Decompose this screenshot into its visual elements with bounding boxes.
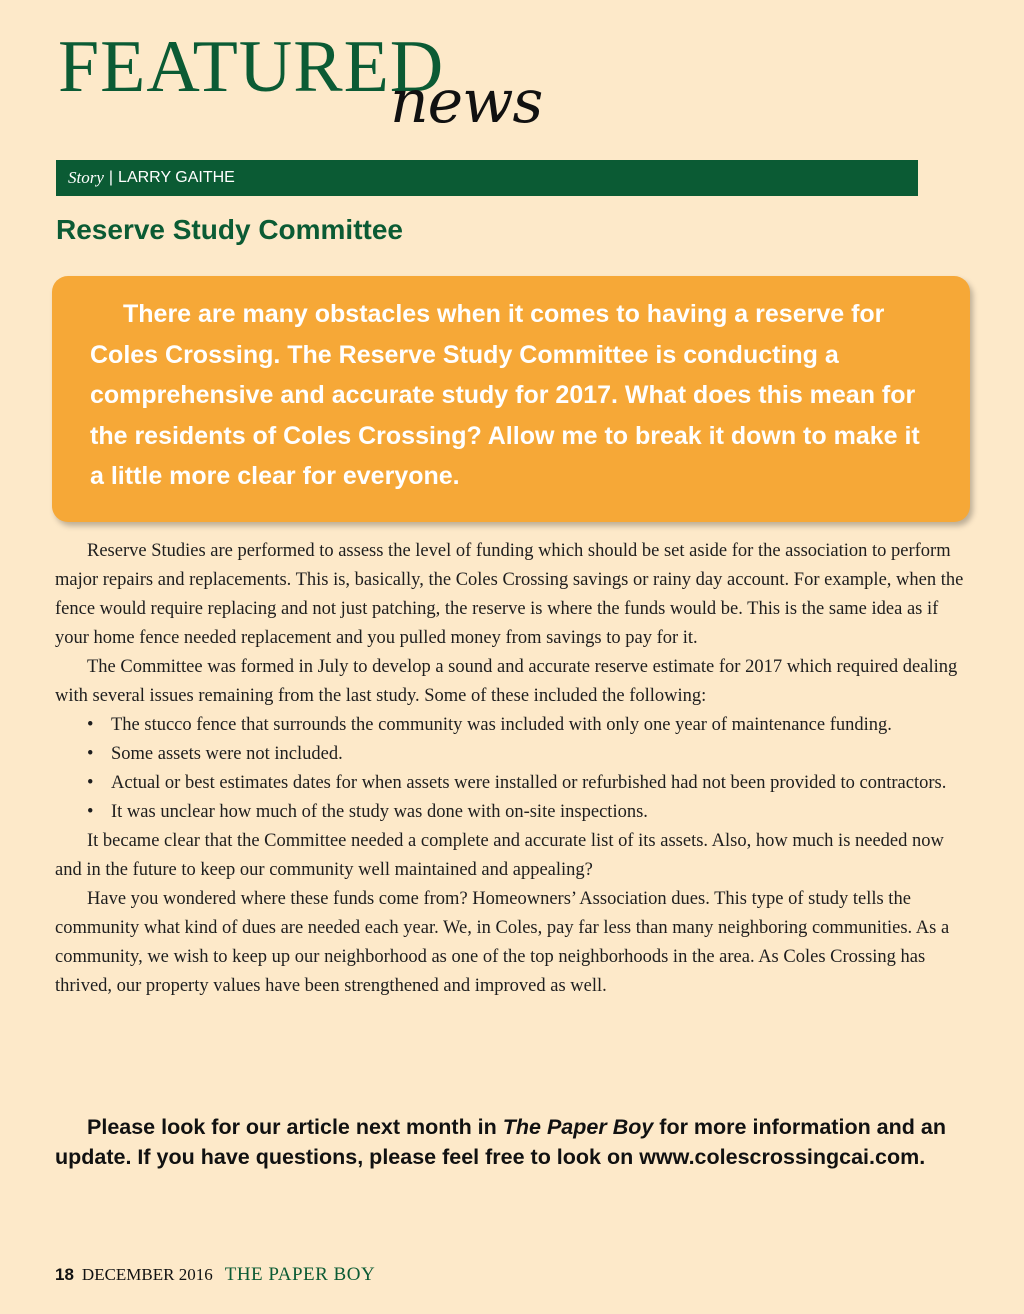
bullet-icon: • [87,802,94,822]
body-paragraph-3: It became clear that the Committee needed a complete and accurate list of its assets. Also, how much is needed now and in the future to keep our community well maintained and appealing? [55,831,944,880]
page-number: 18 [55,1265,74,1284]
bullet-icon: • [87,773,94,793]
article-headline: Reserve Study Committee [56,214,404,245]
body-paragraph-1: Reserve Studies are performed to assess the level of funding which should be set aside for the association to perform major repairs and replacements. This is, basically, the Coles Crossing savings or rainy day account. For example, when the fence would require replacing and not just patching, the reserve is where the funds would be. This is the same idea as if your home fence needed replacement and you pulled money from savings to pay for it. [55,541,964,648]
article-body [55,537,970,1001]
masthead [58,26,578,140]
list-item [87,711,970,740]
masthead-news: news [390,67,543,137]
byline-separator: | [108,169,114,186]
byline-author: LARRY GAITHE [118,169,235,186]
byline-bar [56,160,918,196]
bullet-icon: • [87,715,94,735]
bullet-icon: • [87,744,94,764]
list-item [87,769,970,798]
footer-publication: THE PAPER BOY [224,1264,376,1285]
list-item-text: It was unclear how much of the study was done with on-site inspections. [111,802,648,822]
list-item [87,798,970,827]
callout-text: There are many obstacles when it comes to having a reserve for Coles Crossing. The Reserve Study Committee is conducting a comprehensive and accurate study for 2017. What does this mean for the residents of Coles Crossing? Allow me to break it down to make it a little more clear for everyone. [90,300,920,491]
page-footer [55,1264,375,1286]
list-item [87,740,970,769]
closing-publication: The Paper Boy [502,1115,654,1139]
closing-text-1: Please look for our article next month in [87,1115,503,1139]
callout-box [52,276,970,522]
closing-note [55,1112,975,1172]
list-item-text: The stucco fence that surrounds the community was included with only one year of maintenance funding. [111,715,892,735]
masthead-featured: FEATURED [58,26,445,108]
list-item-text: Some assets were not included. [111,744,343,764]
body-paragraph-4: Have you wondered where these funds come from? Homeowners’ Association dues. This type of study tells the community what kind of dues are needed each year. We, in Coles, pay far less than many neighboring communities. As a community, we wish to keep up our neighborhood as one of the top neighborhoods in the area. As Coles Crossing has thrived, our property values have been strengthened and improved as well. [55,889,950,996]
closing-text-2: for more information and an update. If you have questions, please feel free to look on www.colescrossingcai.com. [55,1115,946,1169]
list-item-text: Actual or best estimates dates for when assets were installed or refurbished had not been provided to contractors. [111,773,947,793]
byline-story-label: Story [68,168,104,187]
footer-date: DECEMBER 2016 [81,1265,213,1284]
body-paragraph-2: The Committee was formed in July to develop a sound and accurate reserve estimate for 2017 which required dealing with several issues remaining from the last study. Some of these included the following: [55,657,958,706]
issues-list [55,711,970,827]
